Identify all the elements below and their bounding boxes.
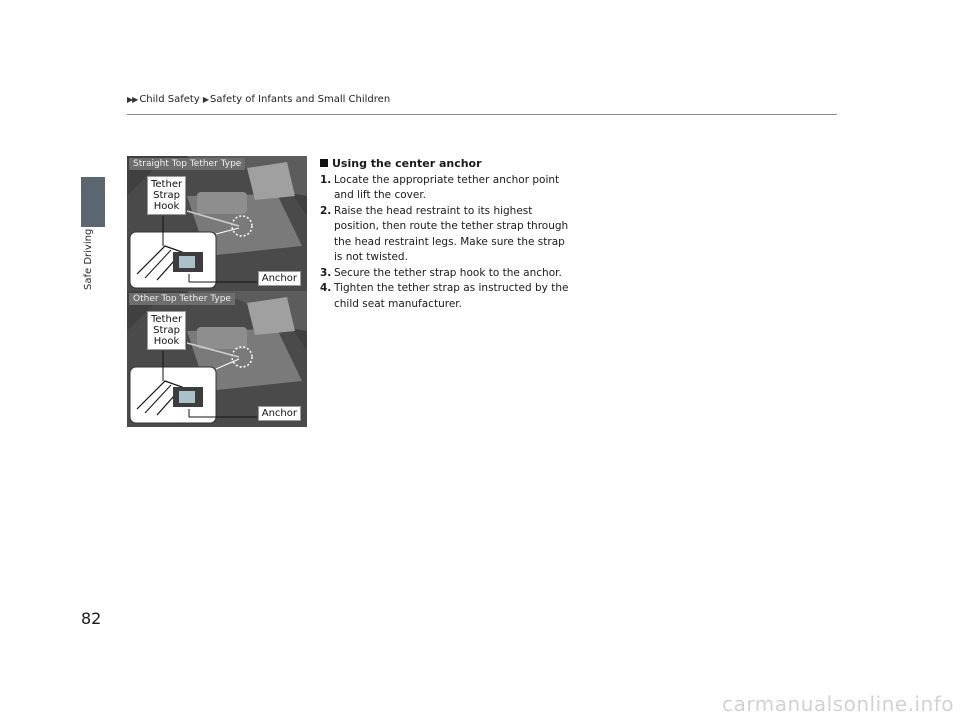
step-item <box>320 173 570 204</box>
tether-strap-hook-callout <box>147 176 186 215</box>
step-item <box>320 204 570 266</box>
breadcrumb-item[interactable]: Safety of Infants and Small Children <box>210 94 391 105</box>
breadcrumb-arrow-icon: ▶▶ <box>127 95 138 104</box>
section-label: Safe Driving <box>83 228 94 290</box>
callout-line: Tether <box>151 314 183 325</box>
section-heading-text: Using the center anchor <box>332 157 482 170</box>
instructions <box>320 156 570 312</box>
tether-strap-hook-callout <box>147 311 186 350</box>
step-text: Raise the head restraint to its highest position, then route the tether strap through the head restraint legs. Make sure the strap is not twisted. <box>334 204 569 263</box>
section-tab-marker <box>81 177 105 227</box>
step-number: 2. <box>320 204 332 217</box>
breadcrumb-item[interactable]: Child Safety <box>139 94 200 105</box>
figure-type-label: Straight Top Tether Type <box>129 158 245 170</box>
figure-other-tether <box>127 291 307 427</box>
step-item <box>320 281 570 312</box>
step-text: Locate the appropriate tether anchor point and lift the cover. <box>334 173 560 201</box>
callout-line: Tether <box>151 179 183 190</box>
footer-watermark: carmanualsonline.info <box>722 692 954 716</box>
breadcrumb <box>127 94 390 105</box>
step-text: Secure the tether strap hook to the anchor. <box>334 266 562 279</box>
step-item <box>320 266 570 282</box>
step-text: Tighten the tether strap as instructed by the child seat manufacturer. <box>334 282 569 310</box>
anchor-label: Anchor <box>258 406 301 421</box>
page-number: 82 <box>81 609 102 628</box>
header-divider <box>127 114 837 115</box>
steps-list <box>320 173 570 313</box>
section-heading <box>320 156 570 172</box>
step-number: 4. <box>320 282 332 294</box>
callout-line: Strap <box>153 190 180 201</box>
callout-line: Hook <box>153 201 180 212</box>
step-number: 3. <box>320 266 332 279</box>
breadcrumb-arrow-icon: ▶ <box>202 95 209 104</box>
step-number: 1. <box>320 173 332 186</box>
anchor-label: Anchor <box>258 271 301 286</box>
figure-type-label: Other Top Tether Type <box>129 293 235 305</box>
callout-line: Strap <box>153 325 180 336</box>
callout-line: Hook <box>153 336 180 347</box>
figure-straight-tether <box>127 156 307 292</box>
square-bullet-icon <box>320 159 328 167</box>
